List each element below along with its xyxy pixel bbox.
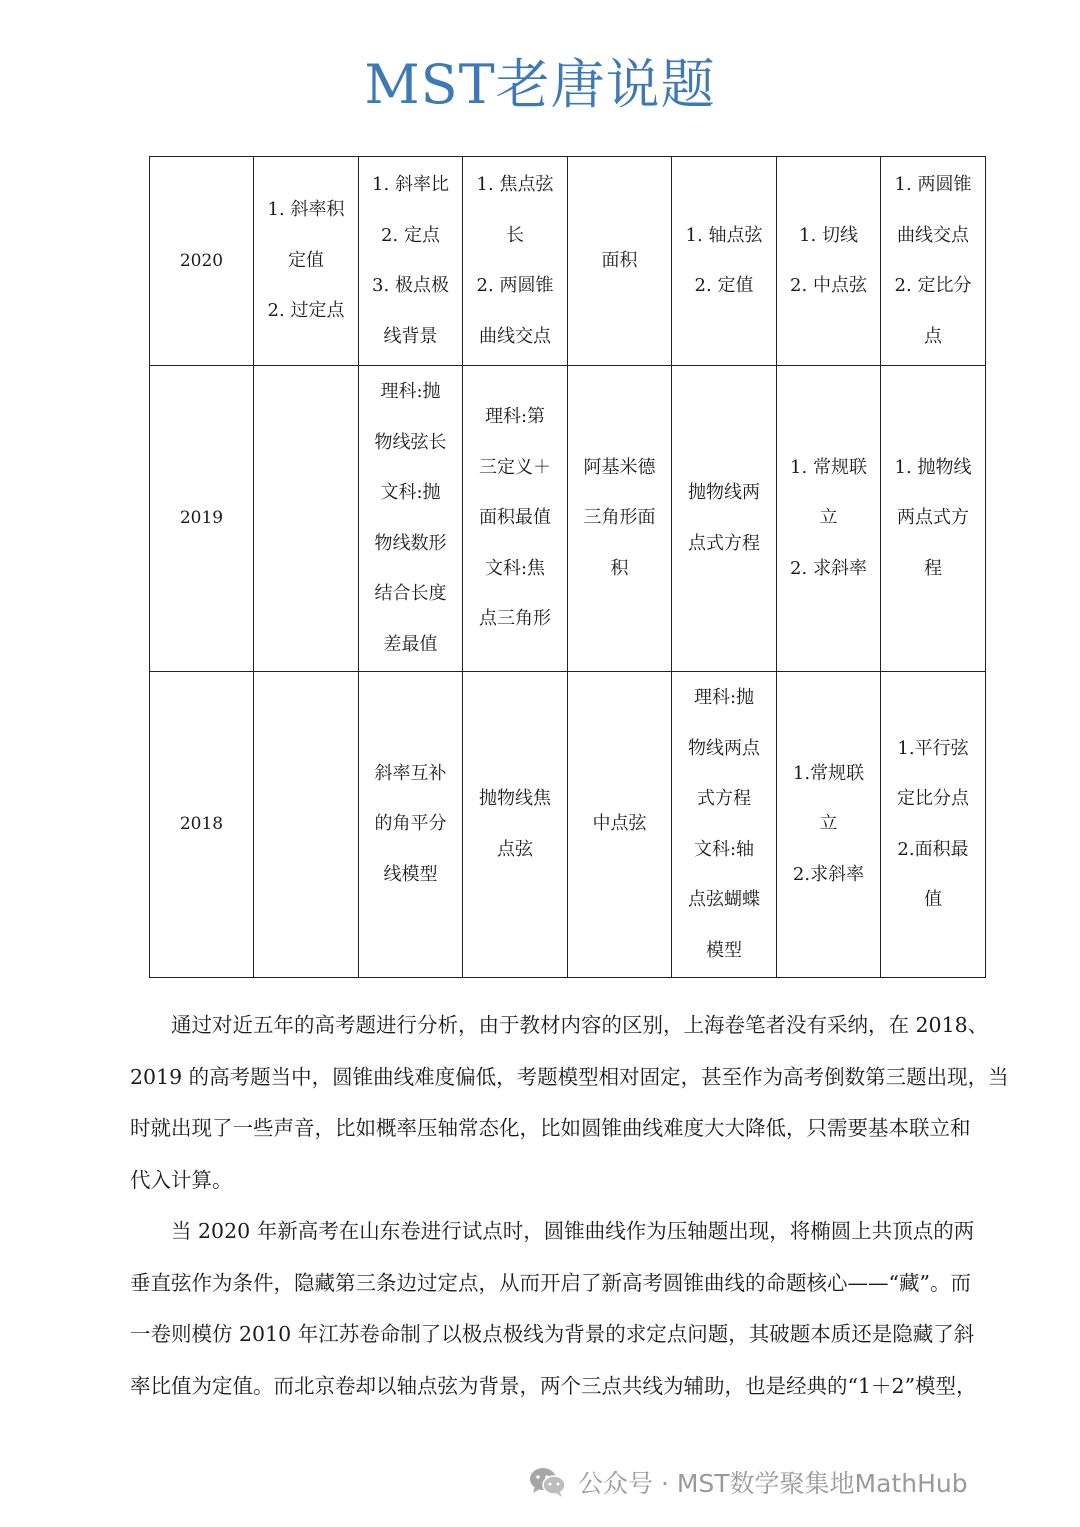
paragraph-line: 当 2020 年新高考在山东卷进行试点时，圆锥曲线作为压轴题出现，将椭圆上共顶点的两 [130,1219,975,1243]
cell-line: 中点弦 [592,813,647,835]
cell-line: 长 [506,224,524,246]
cell-line: 程 [924,557,942,579]
cell-line: 值 [924,889,942,910]
cell-line: 1. 抛物线 [894,456,972,478]
cell-line: 1. 切线 [799,224,858,246]
cell-line: 两点式方 [897,507,969,529]
cell-line: 定比分点 [897,788,969,809]
cell-line: 物线两点 [688,737,760,759]
table-row [150,157,986,366]
cell-line: 面积最值 [479,507,551,529]
cell-line: 曲线交点 [897,224,969,246]
topic-cell [672,157,777,366]
cell-line: 文科:焦 [484,557,546,579]
wechat-icon [528,1466,568,1498]
cell-line: 1. 斜率比 [372,174,449,195]
cell-line: 模型 [706,939,742,961]
year-cell: 2020 [150,157,254,366]
paragraph-line: 垂直弦作为条件，隐藏第三条边过定点，从而开启了新高考圆锥曲线的命题核心——“藏”。而 [130,1270,971,1295]
paragraph-line: 代入计算。 [130,1167,233,1192]
cell-line: 理科:第 [484,406,546,428]
cell-line: 1. 两圆锥 [894,174,972,195]
cell-line: 线模型 [383,863,438,885]
cell-line: 式方程 [697,788,751,809]
topic-cell [777,672,881,978]
year-cell: 2019 [150,366,254,672]
topic-cell [254,157,359,366]
page-title: MST老唐说题 [364,53,716,116]
topic-cell [881,672,986,978]
cell-line: 差最值 [383,633,438,655]
cell-line: 定值 [288,249,324,271]
cell-line: 1.常规联 [792,762,865,784]
cell-line: 2.求斜率 [792,863,865,885]
cell-line: 2.面积最 [897,838,969,860]
cell-line: 线背景 [383,325,438,347]
cell-line: 3. 极点极 [372,275,449,296]
topic-cell [463,672,568,978]
topic-cell [881,157,986,366]
topic-cell [359,366,463,672]
cell-line: 理科:抛 [380,381,441,402]
topic-cell [777,157,881,366]
cell-line: 三定义＋ [479,456,551,478]
cell-line: 2. 定值 [694,275,754,296]
cell-line: 点弦蝴蝶 [688,889,760,910]
paragraph-line: 2019 的高考题当中，圆锥曲线难度偏低，考题模型相对固定，甚至作为高考倒数第三题出现，当 [130,1064,1009,1089]
wechat-footer [528,1460,968,1504]
cell-line: 2. 定点 [381,224,440,246]
cell-line: 点式方程 [688,532,760,554]
cell-line: 的角平分 [374,813,447,835]
cell-line: 理科:抛 [693,687,755,708]
cell-line: 2. 中点弦 [790,275,867,296]
topic-cell [568,157,672,366]
cell-line: 点弦 [497,838,533,860]
topic-cell [359,157,463,366]
paragraph-line: 时就出现了一些声音，比如概率压轴常态化，比如圆锥曲线难度大大降低，只需要基本联立和 [130,1116,971,1140]
cell-line: 三角形面 [583,507,656,529]
topic-cell [254,672,359,978]
cell-line: 点 [924,325,942,347]
paragraph-2020-exam [130,1206,1006,1412]
cell-line: 2. 两圆锥 [476,275,554,296]
exam-topic-table [149,156,986,978]
paragraph-analysis [130,1000,1009,1206]
paragraph-line: 通过对近五年的高考题进行分析，由于教材内容的区别，上海卷笔者没有采纳，在 2018、 [130,1013,989,1037]
cell-line: 结合长度 [374,583,447,604]
cell-line: 积 [610,557,629,579]
topic-cell [881,366,986,672]
cell-line: 1. 常规联 [790,456,867,478]
footer-text: 公众号 · MST数学聚集地MathHub [578,1469,968,1498]
topic-cell [359,672,463,978]
cell-line: 斜率互补 [374,762,447,784]
paragraph-line: 一卷则模仿 2010 年江苏卷命制了以极点极线为背景的求定点问题，其破题本质还是隐藏了斜 [130,1322,975,1346]
topic-cell [777,366,881,672]
cell-line: 阿基米德 [583,456,656,478]
topic-cell [672,672,777,978]
year-cell: 2018 [150,672,254,978]
cell-line: 1. 轴点弦 [685,224,763,246]
table-row [150,366,986,672]
cell-line: 2. 定比分 [894,275,972,296]
cell-line: 物线数形 [374,532,447,554]
cell-line: 文科:抛 [380,482,441,503]
cell-line: 1. 斜率积 [267,199,345,221]
topic-cell [463,366,568,672]
cell-line: 抛物线焦 [479,788,551,809]
table-row [150,672,986,978]
topic-cell [254,366,359,672]
cell-line: 面积 [601,249,638,271]
topic-cell [568,366,672,672]
cell-line: 立 [819,507,838,529]
topic-cell [568,672,672,978]
cell-line: 2. 过定点 [267,300,345,322]
cell-line: 点三角形 [479,608,551,630]
cell-line: 1. 焦点弦 [476,174,554,195]
cell-line: 立 [819,813,838,835]
cell-line: 物线弦长 [374,431,447,453]
cell-line: 1.平行弦 [897,737,969,759]
topic-cell [672,366,777,672]
paragraph-line: 率比值为定值。而北京卷却以轴点弦为背景，两个三点共线为辅助，也是经典的“1＋2”模型， [130,1373,977,1398]
cell-line: 抛物线两 [688,482,760,503]
cell-line: 2. 求斜率 [790,557,867,579]
cell-line: 曲线交点 [479,325,551,347]
topic-cell [463,157,568,366]
cell-line: 文科:轴 [693,838,755,860]
